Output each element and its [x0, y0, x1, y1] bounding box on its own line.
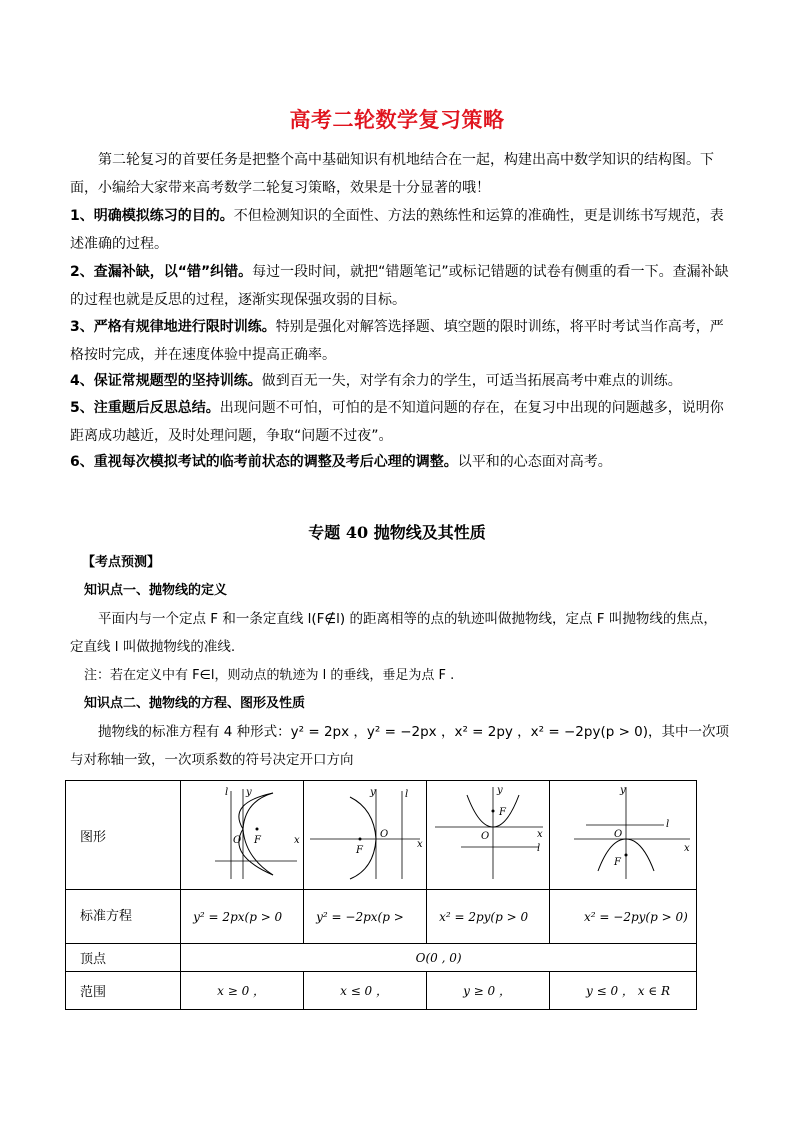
tip-3-body: 特别是强化对解答选择题、填空题的限时训练，将平时考试当作高考，严格按时完成，并在速度体验中提高正确率。 [70, 319, 724, 363]
parabola-properties-table [65, 780, 697, 1010]
equation-3: x² = 2py(p > 0 [427, 890, 550, 944]
tip-2 [70, 258, 730, 314]
graph-3-x-label: x [537, 829, 543, 840]
graph-2-o-label: O [380, 829, 389, 840]
tip-6-head: 6、重视每次模拟考试的临考前状态的调整及考后心理的调整。 [70, 454, 458, 470]
row-label-range: 范围 [66, 972, 181, 1010]
tip-2-head: 2、查漏补缺，以“错”纠错。 [70, 264, 253, 280]
topic-title: 专题 40 抛物线及其性质 [308, 523, 486, 542]
row-label-equation [66, 890, 181, 944]
tip-6-body: 以平和的心态面对高考。 [457, 454, 612, 470]
graph-4-l-label: l [666, 819, 670, 830]
graph-opens-down [550, 781, 694, 885]
tip-5 [70, 394, 730, 450]
knowledge-2-text: 抛物线的标准方程有 4 种形式：y² = 2px ，y² = −2px ，x² = 2py ，x² = −2py(p > 0)，其中一次项与对称轴一致，一次项系数的符号决定开口方向 [70, 724, 730, 768]
tip-5-body: 出现问题不可怕，可怕的是不知道问题的存在，在复习中出现的问题越多，说明你距离成功越近，及时处理问题，争取“问题不过夜”。 [70, 400, 724, 444]
tip-5-head: 5、注重题后反思总结。 [70, 400, 220, 416]
row-label-vertex: 顶点 [66, 944, 181, 972]
range-4: y ≤ 0 ， x ∈ R [550, 972, 697, 1010]
section-heading: 【考点预测】 [82, 555, 161, 570]
graph-4-f-label: F [614, 857, 621, 868]
graph-1-l-label: l [225, 787, 229, 798]
equation-2: y² = −2px(p > [304, 890, 427, 944]
tip-6 [70, 448, 730, 476]
vertex-value: O(0 , 0) [181, 944, 697, 972]
graph-3-o-label: O [481, 831, 490, 842]
tip-4 [70, 367, 730, 395]
graph-2-x-label: x [417, 839, 423, 850]
graph-opens-up [427, 781, 547, 885]
graph-4-y-label: y [620, 785, 626, 796]
knowledge-1-text: 平面内与一个定点 F 和一条定直线 l(F∉l) 的距离相等的点的轨迹叫做抛物线，定点 F 叫抛物线的焦点，定直线 l 叫做抛物线的准线. [70, 611, 717, 655]
tip-2-body: 每过一段时间，就把“错题笔记”或标记错题的试卷有侧重的看一下。查漏补缺的过程也就是反思的过程，逐渐实现保强攻弱的目标。 [70, 264, 729, 308]
graph-opens-right [181, 781, 301, 885]
knowledge-1-title: 知识点一、抛物线的定义 [84, 583, 228, 598]
definition-note: 注：若在定义中有 F∈l，则动点的轨迹为 l 的垂线，垂足为点 F . [84, 668, 455, 683]
graph-cell-up [427, 781, 550, 890]
graph-4-o-label: O [614, 829, 623, 840]
tip-4-head: 4、保证常规题型的坚持训练。 [70, 373, 262, 389]
range-2: x ≤ 0 ， [304, 972, 427, 1010]
knowledge-2-title: 知识点二、抛物线的方程、图形及性质 [84, 696, 306, 711]
graph-1-f-label: F [254, 835, 262, 846]
graph-2-l-label: l [405, 789, 409, 800]
graph-cell-down [550, 781, 697, 890]
graph-cell-left [304, 781, 427, 890]
table-row-graph [66, 781, 697, 890]
row-label-graph: 图形 [66, 781, 181, 890]
page-title: 高考二轮数学复习策略 [289, 108, 505, 132]
tip-1 [70, 202, 730, 258]
graph-opens-left [304, 781, 424, 885]
graph-2-f-label: F [356, 845, 364, 856]
tip-3 [70, 313, 730, 369]
equation-1: y² = 2px(p > 0 [181, 890, 304, 944]
tip-4-body: 做到百无一失，对学有余力的学生，可适当拓展高考中难点的训练。 [261, 373, 682, 389]
table-row-range [66, 972, 697, 1010]
graph-1-x-label: x [294, 835, 300, 846]
graph-2-y-label: y [370, 787, 376, 798]
tip-1-head: 1、明确模拟练习的目的。 [70, 208, 234, 224]
graph-3-y-label: y [497, 785, 503, 796]
graph-1-o-label: O [233, 835, 242, 846]
equation-4: x² = −2py(p > 0) [550, 890, 697, 944]
tip-1-body: 不但检测知识的全面性、方法的熟练性和运算的准确性，更是训练书写规范，表述准确的过程。 [70, 208, 724, 252]
graph-4-x-label: x [684, 843, 690, 854]
range-3: y ≥ 0 ， [427, 972, 550, 1010]
row-label-equation-text: 标准方程 [80, 909, 133, 924]
table-row-equation [66, 890, 697, 944]
intro-paragraph: 第二轮复习的首要任务是把整个高中基础知识有机地结合在一起，构建出高中数学知识的结构图。下面，小编给大家带来高考数学二轮复习策略，效果是十分显著的哦！ [70, 152, 714, 196]
graph-cell-right [181, 781, 304, 890]
graph-3-f-label: F [499, 807, 507, 818]
table-row-vertex [66, 944, 697, 972]
tip-3-head: 3、严格有规律地进行限时训练。 [70, 319, 276, 335]
range-1: x ≥ 0 ， [181, 972, 304, 1010]
graph-1-y-label: y [246, 787, 252, 798]
graph-3-l-label: l [537, 843, 541, 854]
